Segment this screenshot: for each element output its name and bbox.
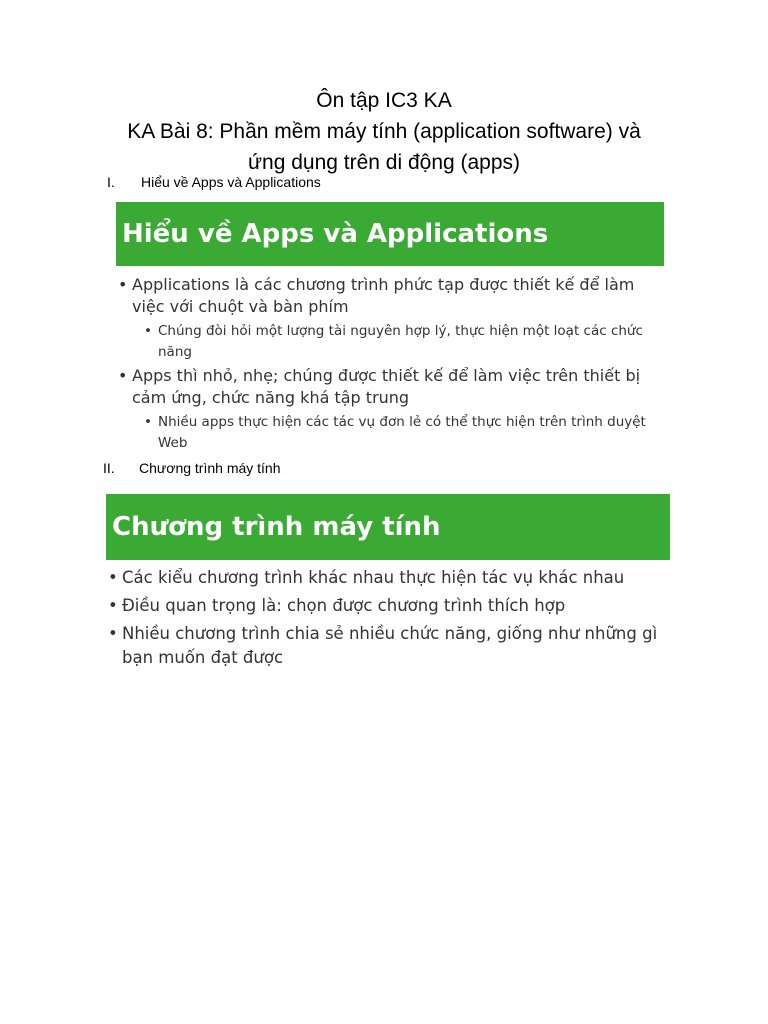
sub-bullet-item: • Nhiều apps thực hiện các tác vụ đơn lẻ có thể thực hiện trên trình duyệt Web <box>144 414 646 451</box>
bullet-text: Nhiều chương trình chia sẻ nhiều chức năng, giống như những gì bạn muốn đạt được <box>122 624 658 667</box>
bullet-item: • Các kiểu chương trình khác nhau thực hiện tác vụ khác nhau <box>108 568 625 587</box>
bullet-item: • Nhiều chương trình chia sẻ nhiều chức năng, giống như những gì bạn muốn đạt được <box>108 624 658 667</box>
bullet-text: Applications là các chương trình phức tạp được thiết kế để làm việc với chuột và bàn phím <box>132 275 635 316</box>
bullet-text: Apps thì nhỏ, nhẹ; chúng được thiết kế để làm việc trên thiết bị cảm ứng, chức năng khá tập trung <box>132 366 641 407</box>
slide-bullet-list <box>108 566 664 670</box>
sub-bullet-text: Chúng đòi hỏi một lượng tài nguyên hợp lý, thực hiện một loạt các chức năng <box>158 323 643 360</box>
slide-image-2 <box>106 494 670 674</box>
bullet-text: Các kiểu chương trình khác nhau thực hiện tác vụ khác nhau <box>122 568 625 587</box>
sub-bullet-item: • Chúng đòi hỏi một lượng tài nguyên hợp lý, thực hiện một loạt các chức năng <box>144 323 643 360</box>
section-heading-1 <box>107 174 507 192</box>
bullet-text: Điều quan trọng là: chọn được chương trình thích hợp <box>122 596 566 615</box>
section-number: II. <box>103 460 115 476</box>
slide-bullet-list <box>118 274 658 454</box>
section-heading-text: Chương trình máy tính <box>139 460 281 476</box>
slide-banner: Hiểu về Apps và Applications <box>116 202 664 266</box>
title-line-1: Ôn tập IC3 KA <box>316 89 452 112</box>
bullet-item: • Apps thì nhỏ, nhẹ; chúng được thiết kế để làm việc trên thiết bị cảm ứng, chức năng khá tập trung <box>118 366 641 407</box>
bullet-item: • Applications là các chương trình phức tạp được thiết kế để làm việc với chuột và bàn phím <box>118 275 635 316</box>
slide-banner: Chương trình máy tính <box>106 494 670 560</box>
bullet-item: • Điều quan trọng là: chọn được chương trình thích hợp <box>108 596 566 615</box>
title-line-2: KA Bài 8: Phần mềm máy tính (application software) và <box>127 120 641 143</box>
document-title <box>0 85 768 178</box>
section-number: I. <box>107 174 115 190</box>
title-line-3: ứng dụng trên di động (apps) <box>247 151 521 174</box>
section-heading-text: Hiểu về Apps và Applications <box>141 174 321 190</box>
sub-bullet-text: Nhiều apps thực hiện các tác vụ đơn lẻ có thể thực hiện trên trình duyệt Web <box>158 414 646 451</box>
section-heading-2 <box>103 460 503 478</box>
slide-image-1 <box>116 202 664 454</box>
